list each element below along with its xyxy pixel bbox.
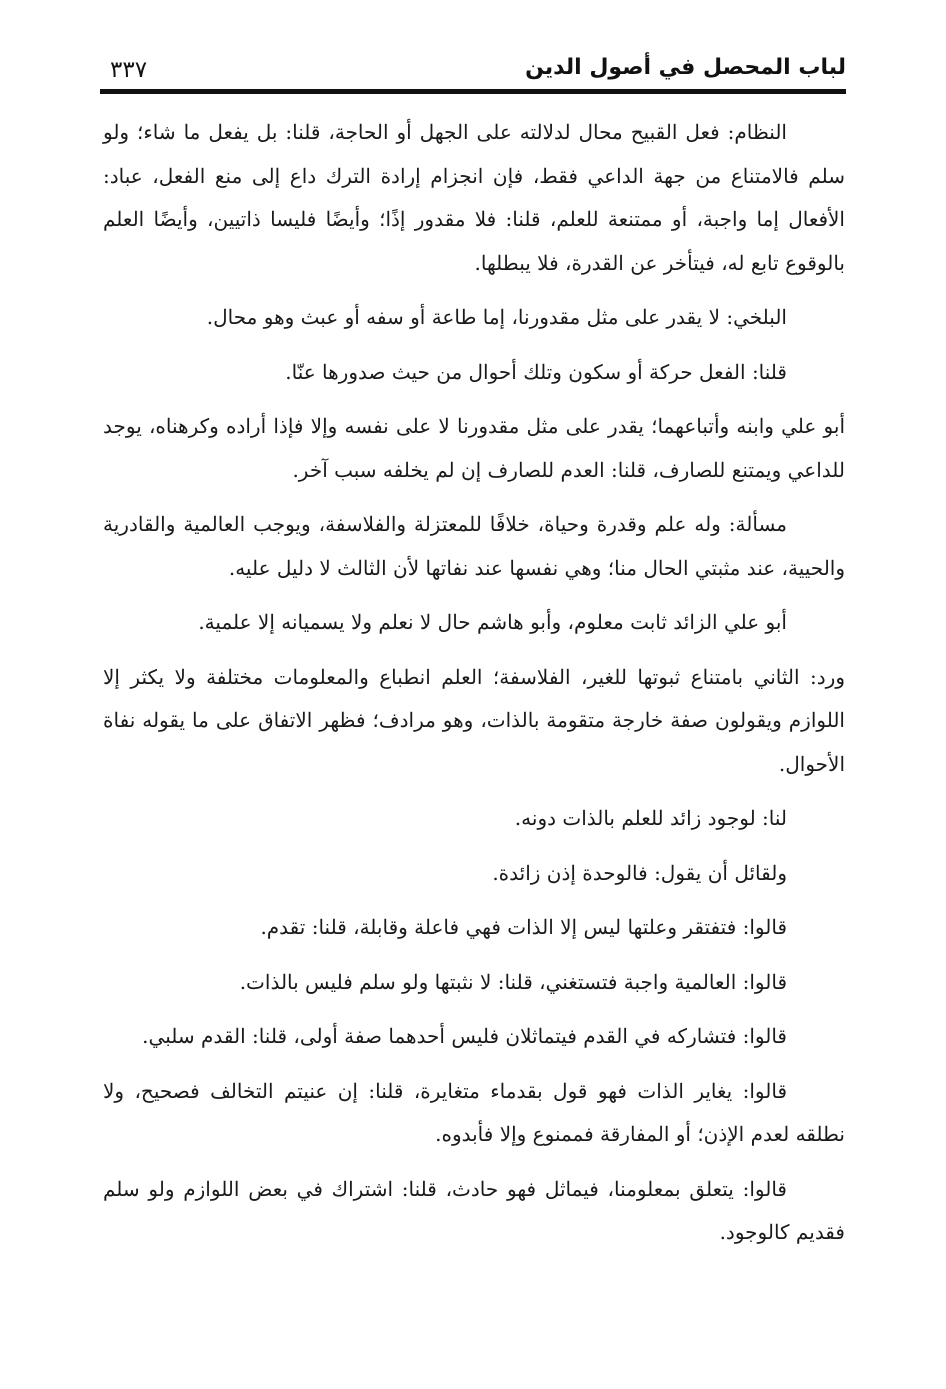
- paragraph-balkhi: البلخي: لا يقدر على مثل مقدورنا، إما طاعة أو سفه أو عبث وهو محال.: [206, 305, 787, 329]
- paragraph-masala-attributes: مسألة: وله علم وقدرة وحياة، خلافًا للمعتزلة والفلاسفة، ويوجب العالمية والقادرية والحيية، عند مثبتي الحال منا؛ وهي نفسها عند نفاتها لأن الثالث لا دليل عليه.: [103, 512, 845, 580]
- paragraph-qalu-eternity: قالوا: فتشاركه في القدم فيتماثلان فليس أحدهما صفة أولى، قلنا: القدم سلبي.: [142, 1024, 787, 1048]
- paragraph-qalu-need: قالوا: فتفتقر وعلتها ليس إلا الذات فهي فاعلة وقابلة، قلنا: تقدم.: [260, 915, 787, 939]
- paragraph-nazzam: النظام: فعل القبيح محال لدلالته على الجهل أو الحاجة، قلنا: بل يفعل ما شاء؛ ولو سلم فالامتناع من جهة الداعي فقط، فإن انجزام إرادة الترك داع إلى منع الفعل، عباد: الأفعال إما واجبة، أو ممتنعة للعلم، قلنا: فلا مقدور إذًا؛ وأيضًا فليسا ذاتيين، وأيضًا العلم بالوقوع تابع له، فيتأخر عن القدرة، فلا يبطلها.: [103, 120, 845, 275]
- header-rule: [100, 89, 846, 94]
- paragraph-abu-ali: أبو علي وابنه وأتباعهما؛ يقدر على مثل مقدورنا لا على نفسه وإلا فإذا أراده وكرهناه، يوجد للداعي ويمتنع للصارف، قلنا: العدم للصارف إن لم يخلفه سبب آخر.: [103, 414, 845, 482]
- paragraph-lana: لنا: لوجود زائد للعلم بالذات دونه.: [514, 806, 787, 830]
- body-text: [103, 111, 845, 1266]
- paragraph-oneness: ولقائل أن يقول: فالوحدة إذن زائدة.: [492, 860, 787, 885]
- paragraph-reply-motion: قلنا: الفعل حركة أو سكون وتلك أحوال من حيث صدورها عنّا.: [285, 359, 787, 384]
- paragraph-qalu-object: قالوا: يتعلق بمعلومنا، فيماثل فهو حادث، قلنا: اشتراك في بعض اللوازم ولو سلم فقديم كالوجود.: [103, 1176, 845, 1244]
- page-number: ٣٣٧: [110, 57, 148, 83]
- running-header: [100, 52, 846, 88]
- paragraph-qalu-differ: قالوا: يغاير الذات فهو قول بقدماء متغايرة، قلنا: إن عنيتم التخالف فصحيح، ولا نطلقه لعدم الإذن؛ أو المفارقة فممنوع وإلا فأبدوه.: [103, 1078, 845, 1146]
- paragraph-philosophers: ورد: الثاني بامتناع ثبوتها للغير، الفلاسفة؛ العلم انطباع والمعلومات مختلفة ولا يكثر إلا اللوازم ويقولون صفة خارجة متقومة بالذات، وهو مرادف؛ فظهر الاتفاق على ما يقوله نفاة الأحوال.: [103, 664, 845, 776]
- running-title: لباب المحصل في أصول الدين: [525, 55, 846, 80]
- paragraph-abu-ali-abu-hashim: أبو علي الزائد ثابت معلوم، وأبو هاشم حال لا نعلم ولا يسميانه إلا علمية.: [198, 610, 787, 634]
- paragraph-qalu-necessary: قالوا: العالمية واجبة فتستغني، قلنا: لا نثبتها ولو سلم فليس بالذات.: [239, 969, 787, 994]
